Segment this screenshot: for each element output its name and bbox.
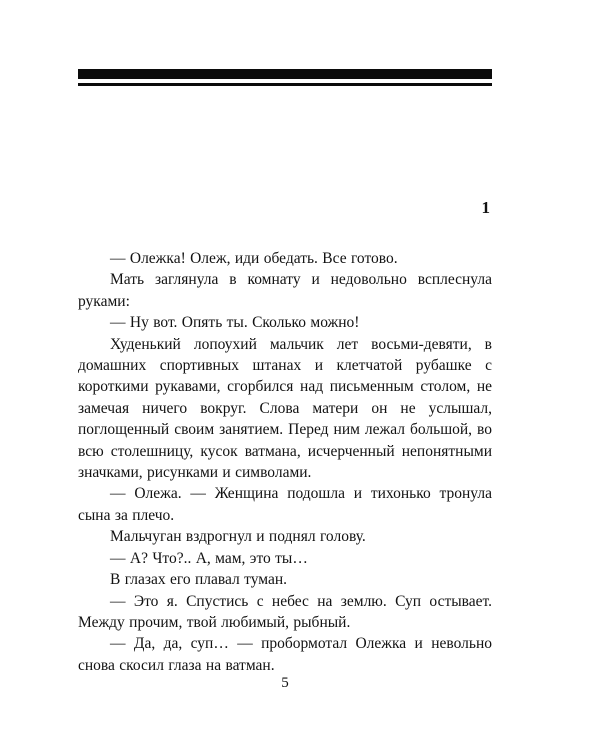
paragraph: Мать заглянула в комнату и недовольно всплеснула руками: <box>78 271 492 310</box>
body-text <box>78 248 492 676</box>
paragraph: Худенький лопоухий мальчик лет восьми-девяти, в домашних спортивных штанах и клетчатой рубашке с короткими рукавами, сгорбился над письменным столом, не замечая ничего вокруг. Слова матери он не услышал, поглощенный своим занятием. Перед ним лежал большой, во всю столешницу, кусок ватмана, исчерченный непонятными значками, рисунками и символами. <box>78 335 492 482</box>
ornament-thick-bar <box>78 69 492 79</box>
paragraph: — Олежа. — Женщина подошла и тихонько тронула сына за плечо. <box>78 485 492 524</box>
paragraph: — Олежка! Олеж, иди обедать. Все готово. <box>110 250 398 267</box>
chapter-number: 1 <box>481 198 490 217</box>
paragraph: В глазах его плавал туман. <box>110 571 288 589</box>
header-ornament-rule <box>78 69 492 86</box>
paragraph: — А? Что?.. А, мам, это ты… <box>110 549 308 567</box>
paragraph: — Ну вот. Опять ты. Сколько можно! <box>110 314 360 332</box>
paragraph: Мальчуган вздрогнул и поднял голову. <box>110 528 366 546</box>
paragraph: — Да, да, суп… — пробормотал Олежка и невольно снова скосил глаза на ватман. <box>78 635 492 674</box>
paragraph: — Это я. Спустись с небес на землю. Суп остывает. Между прочим, твой любимый, рыбный. <box>78 592 492 631</box>
page-number: 5 <box>281 675 289 691</box>
ornament-thin-bar <box>78 83 492 86</box>
